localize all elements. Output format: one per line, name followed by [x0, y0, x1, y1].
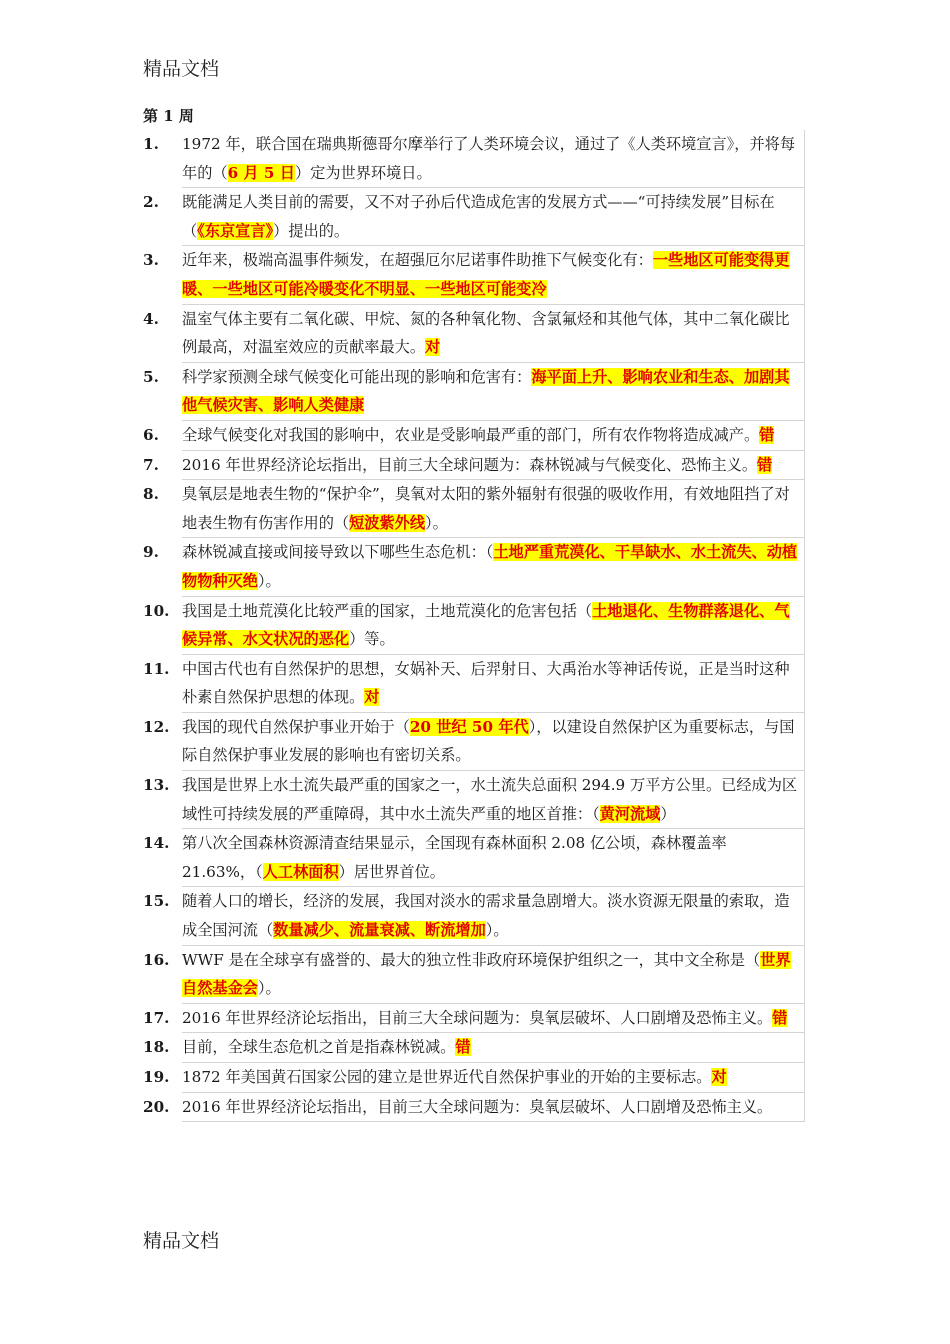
question-number: 2. — [143, 193, 159, 212]
question-text — [182, 713, 805, 771]
question-item — [143, 451, 823, 481]
question-stem-end: ），以建设自然保护区为重要标志，与国际自然保护事业发展的影响也有密切关系。 — [182, 717, 795, 765]
answer-highlight: 短波紫外线 — [349, 513, 425, 532]
question-stem-end: ） — [660, 804, 676, 823]
question-item — [143, 246, 823, 304]
question-stem: 我国是世界上水土流失最严重的国家之一，水土流失总面积 294.9 万平方公里。已经成为区域性可持续发展的严重障碍，其中水土流失严重的地区首推：（ — [182, 776, 798, 823]
question-item — [143, 1093, 823, 1123]
question-stem-end: ）。 — [485, 921, 509, 940]
question-number: 14. — [143, 834, 170, 853]
question-stem-end: ）居世界首位。 — [338, 862, 445, 881]
question-stem: 既能满足人类目前的需要，又不对子孙后代造成危害的发展方式——“可持续发展”目标在（ — [182, 193, 775, 240]
question-stem: 1972 年，联合国在瑞典斯德哥尔摩举行了人类环境会议，通过了《人类环境宣言》，并将每年的（ — [182, 135, 796, 182]
answer-highlight: 错 — [759, 425, 775, 444]
question-text — [182, 829, 805, 887]
question-stem-end: ）定为世界环境日。 — [294, 163, 432, 182]
answer-highlight: 对 — [364, 688, 380, 707]
question-stem: 随着人口的增长，经济的发展，我国对淡水的需求量急剧增大。淡水资源无限量的索取，造成全国河流（ — [182, 892, 790, 940]
question-number: 20. — [143, 1097, 170, 1116]
question-stem: 目前，全球生态危机之首是指森林锐减。 — [182, 1038, 456, 1057]
question-number: 8. — [143, 485, 159, 504]
question-text — [182, 887, 805, 945]
question-stem: 全球气候变化对我国的影响中，农业是受影响最严重的部门，所有农作物将造成减产。 — [182, 425, 760, 444]
question-text — [182, 1033, 805, 1063]
question-number: 10. — [143, 601, 170, 620]
answer-highlight: 对 — [425, 338, 441, 357]
answer-highlight: 世界自然基金会 — [182, 950, 791, 998]
question-number: 3. — [143, 251, 159, 270]
question-item — [143, 363, 823, 421]
question-item — [143, 1033, 823, 1063]
question-number: 4. — [143, 309, 159, 328]
question-text — [182, 305, 805, 363]
answer-highlight: 土地退化、生物群落退化、气候异常、水文状况的恶化 — [182, 601, 790, 649]
question-item — [143, 771, 823, 829]
question-stem: 第八次全国森林资源清查结果显示，全国现有森林面积 2.08 亿公顷，森林覆盖率 21.63%，（ — [182, 834, 727, 881]
question-text — [182, 480, 805, 538]
answer-highlight: 《东京宣言》 — [197, 221, 274, 240]
question-text — [182, 451, 805, 481]
answer-highlight: 错 — [772, 1008, 788, 1027]
answer-highlight: 6 月 5 日 — [227, 163, 295, 182]
answer-highlight: 土地严重荒漠化、干旱缺水、水土流失、动植物物种灭绝 — [182, 543, 798, 590]
answer-highlight: 海平面上升、影响农业和生态、加剧其他气候灾害、影响人类健康 — [182, 367, 790, 415]
question-item — [143, 421, 823, 451]
question-text — [182, 363, 805, 421]
page-footer: 精品文档 — [143, 1230, 220, 1252]
question-item — [143, 829, 823, 887]
question-stem: 科学家预测全球气候变化可能出现的影响和危害有： — [182, 367, 532, 386]
question-number: 19. — [143, 1068, 170, 1086]
question-number: 11. — [143, 659, 170, 678]
question-text — [182, 1063, 805, 1093]
question-stem: 森林锐减直接或间接导致以下哪些生态危机：（ — [182, 543, 494, 562]
answer-highlight: 黄河流域 — [599, 804, 661, 823]
question-number: 5. — [143, 367, 159, 386]
question-stem: 我国是土地荒漠化比较严重的国家，土地荒漠化的危害包括（ — [182, 601, 593, 620]
question-number: 7. — [143, 455, 159, 474]
question-number: 16. — [143, 950, 170, 969]
question-number: 15. — [143, 892, 170, 911]
question-stem: 中国古代也有自然保护的思想，女娲补天、后羿射日、大禹治水等神话传说，正是当时这种朴素自然保护思想的体现。 — [182, 659, 790, 707]
question-item — [143, 305, 823, 363]
question-number: 6. — [143, 425, 159, 444]
question-text — [182, 771, 805, 829]
question-stem-end: ）提出的。 — [273, 221, 350, 240]
question-stem: 近年来，极端高温事件频发，在超强厄尔尼诺事件助推下气候变化有： — [182, 251, 653, 270]
question-item — [143, 887, 823, 945]
question-number: 13. — [143, 776, 170, 795]
question-text — [182, 538, 805, 596]
question-list — [143, 130, 823, 1122]
answer-highlight: 错 — [757, 455, 773, 474]
question-item — [143, 946, 823, 1004]
answer-highlight: 20 世纪 50 年代 — [409, 717, 529, 736]
question-text — [182, 421, 805, 451]
question-item — [143, 130, 823, 188]
question-stem: WWF 是在全球享有盛誉的、最大的独立性非政府环境保护组织之一，其中文全称是（ — [182, 950, 761, 969]
question-item — [143, 480, 823, 538]
question-text — [182, 655, 805, 713]
answer-highlight: 错 — [455, 1038, 471, 1057]
question-text — [182, 188, 805, 246]
answer-highlight: 人工林面积 — [262, 862, 339, 881]
answer-highlight: 数量减少、流量衰减、断流增加 — [273, 921, 486, 940]
question-item — [143, 1063, 823, 1093]
question-stem-end: ）等。 — [349, 630, 395, 649]
question-stem: 2016 年世界经济论坛指出，目前三大全球问题为：臭氧层破坏、人口剧增及恐怖主义。 — [182, 1008, 773, 1027]
question-stem: 2016 年世界经济论坛指出，目前三大全球问题为：森林锐减与气候变化、恐怖主义。 — [182, 455, 758, 474]
question-number: 1. — [143, 135, 159, 153]
question-text — [182, 946, 805, 1004]
question-text — [182, 1004, 805, 1034]
question-item — [143, 188, 823, 246]
question-item — [143, 538, 823, 596]
question-stem-end: ）。 — [257, 979, 281, 998]
question-stem: 1872 年美国黄石国家公园的建立是世界近代自然保护事业的开始的主要标志。 — [182, 1068, 712, 1086]
question-number: 9. — [143, 543, 159, 562]
page-header: 精品文档 — [143, 58, 220, 80]
question-item — [143, 1004, 823, 1034]
week-heading: 第 1 周 — [143, 107, 194, 125]
question-text — [182, 246, 805, 304]
question-item — [143, 655, 823, 713]
question-stem: 臭氧层是地表生物的“保护伞”，臭氧对太阳的紫外辐射有很强的吸收作用，有效地阻挡了对地表生物有伤害作用的（ — [182, 485, 790, 532]
question-item — [143, 713, 823, 771]
question-stem-end: ）。 — [257, 571, 281, 590]
question-text — [182, 130, 805, 188]
question-text — [182, 1093, 805, 1123]
answer-highlight: 一些地区可能变得更暖、一些地区可能冷暖变化不明显、一些地区可能变冷 — [182, 251, 790, 298]
question-item — [143, 597, 823, 655]
question-stem-end: ）。 — [425, 513, 448, 532]
question-number: 17. — [143, 1008, 170, 1027]
question-text — [182, 597, 805, 655]
question-number: 18. — [143, 1038, 170, 1057]
question-number: 12. — [143, 717, 170, 736]
question-stem: 我国的现代自然保护事业开始于（ — [182, 717, 410, 736]
question-stem: 温室气体主要有二氧化碳、甲烷、氮的各种氧化物、含氯氟烃和其他气体，其中二氧化碳比例最高，对温室效应的贡献率最大。 — [182, 309, 790, 357]
answer-highlight: 对 — [711, 1068, 727, 1086]
question-stem: 2016 年世界经济论坛指出，目前三大全球问题为：臭氧层破坏、人口剧增及恐怖主义。 — [182, 1097, 773, 1116]
